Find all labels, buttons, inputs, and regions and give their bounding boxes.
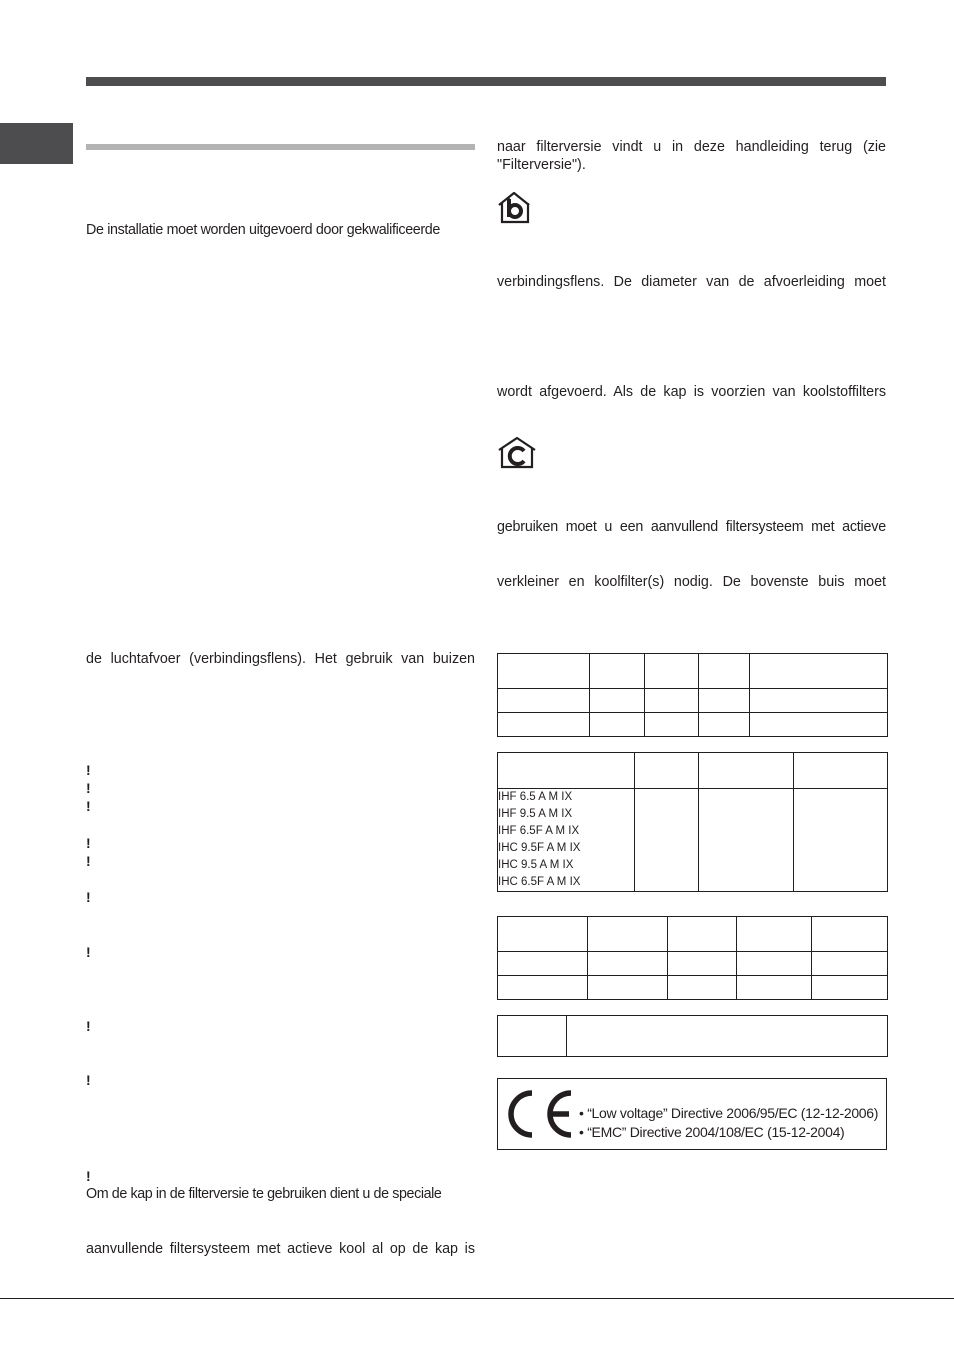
house-c-icon — [497, 436, 537, 470]
warning-mark: ! — [86, 780, 91, 796]
ce-declaration-box — [497, 1078, 887, 1150]
model-name: IHC 6.5F A M IX — [498, 876, 581, 888]
warning-mark: ! — [86, 762, 91, 778]
connection-flange-text: verbindingsflens. De diameter van de afvoerleiding moet — [497, 274, 886, 290]
warning-mark: ! — [86, 889, 91, 905]
spec-table-1 — [497, 653, 888, 737]
warning-mark: ! — [86, 1072, 91, 1088]
filter-reference-text-2: "Filterversie"). — [497, 157, 586, 173]
model-name: IHC 9.5F A M IX — [498, 842, 581, 854]
warning-mark: ! — [86, 1018, 91, 1034]
warning-mark: ! — [86, 798, 91, 814]
model-list — [498, 789, 635, 892]
filter-version-text: Om de kap in de filterversie te gebruiken dient u de speciale — [86, 1186, 442, 1202]
footer-rule — [0, 1298, 954, 1299]
spec-table-4 — [497, 1015, 888, 1057]
spec-table-3 — [497, 916, 888, 1000]
warning-mark: ! — [86, 853, 91, 869]
carbon-filter-text: wordt afgevoerd. Als de kap is voorzien van koolstoffilters — [497, 384, 886, 400]
air-outlet-text: de luchtafvoer (verbindingsflens). Het gebruik van buizen — [86, 651, 475, 667]
additional-filter-text: gebruiken moet u een aanvullend filtersysteem met actieve — [497, 519, 886, 535]
model-name: IHF 6.5F A M IX — [498, 825, 580, 837]
warning-mark: ! — [86, 835, 91, 851]
active-carbon-text: aanvullende filtersysteem met actieve kool al op de kap is — [86, 1241, 475, 1257]
header-bar — [86, 77, 886, 86]
warning-mark: ! — [86, 944, 91, 960]
house-b-icon — [497, 190, 533, 226]
filter-reference-text: naar filterversie vindt u in deze handleiding terug (zie — [497, 139, 886, 155]
model-name: IHF 9.5 A M IX — [498, 808, 573, 820]
ce-mark-icon — [503, 1087, 575, 1141]
directive-emc: • “EMC” Directive 2004/108/EC (15-12-2004) — [579, 1124, 845, 1140]
language-tab — [0, 123, 73, 164]
directive-low-voltage: • “Low voltage” Directive 2006/95/EC (12-12-2006) — [579, 1105, 879, 1121]
section-title-rule — [86, 144, 475, 150]
installation-text: De installatie moet worden uitgevoerd door gekwalificeerde — [86, 222, 441, 238]
models-table — [497, 752, 888, 892]
model-name: IHF 6.5 A M IX — [498, 791, 573, 803]
reducer-text: verkleiner en koolfilter(s) nodig. De bovenste buis moet — [497, 574, 886, 590]
warning-mark: ! — [86, 1168, 91, 1184]
model-name: IHC 9.5 A M IX — [498, 859, 574, 871]
